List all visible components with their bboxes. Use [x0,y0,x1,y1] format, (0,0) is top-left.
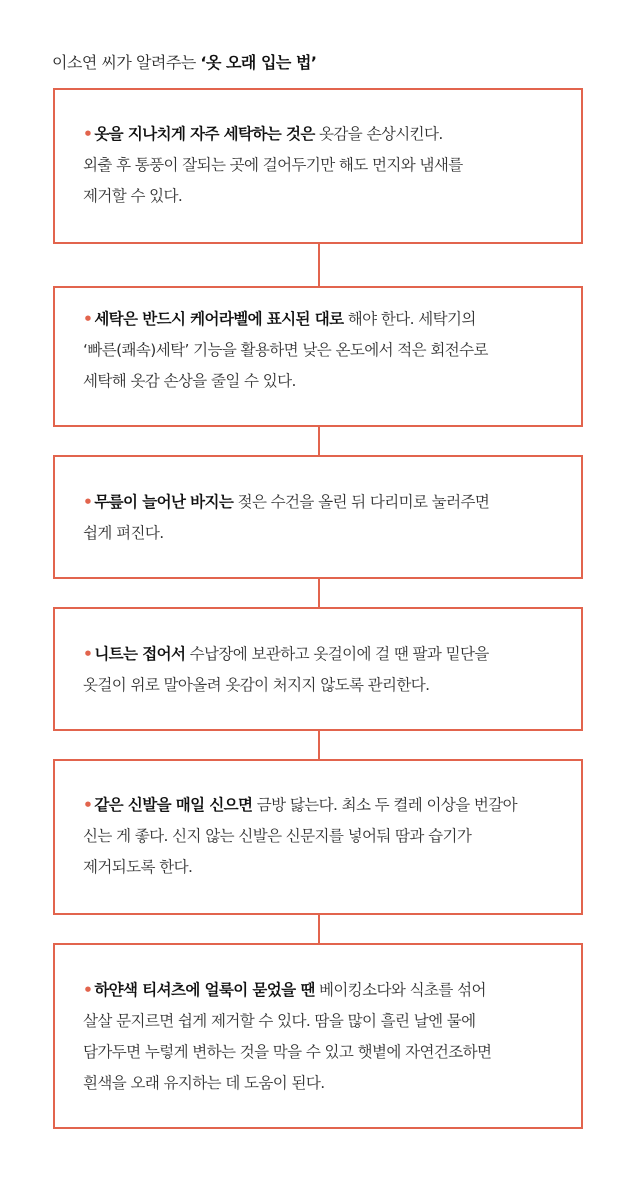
tip-highlight: 같은 신발을 매일 신으면 [94,796,253,814]
bullet-icon: • [83,493,93,511]
heading-prefix: 이소연 씨가 알려주는 [52,53,201,72]
tip-text [83,975,561,1099]
tip-rest: 베이킹소다와 식초를 섞어 [314,981,486,999]
connector-line [318,913,320,945]
connector-line [318,425,320,457]
tip-line: 세탁해 옷감 손상을 줄일 수 있다. [83,372,296,390]
tip-line: 제거할 수 있다. [83,187,183,205]
tip-rest: 수납장에 보관하고 옷걸이에 걸 땐 팔과 밑단을 [185,645,489,663]
tip-line: 쉽게 펴진다. [83,524,164,542]
tip-first-line [83,790,561,821]
tip-card-2 [53,286,583,427]
tip-text [83,639,561,701]
bullet-icon: • [83,125,93,143]
tip-text [83,487,561,549]
tip-text [83,119,561,212]
tip-rest: 젖은 수건을 올린 뒤 다리미로 눌러주면 [233,493,490,511]
tip-line: 제거되도록 한다. [83,858,193,876]
bullet-icon: • [83,645,93,663]
tip-card-3 [53,455,583,579]
tip-line: ‘빠른(쾌속)세탁’ 기능을 활용하면 낮은 온도에서 적은 회전수로 [83,341,488,359]
tip-card-5 [53,759,583,915]
tip-highlight: 니트는 접어서 [94,645,186,663]
tip-first-line [83,487,561,518]
tip-line: 담가두면 누렇게 변하는 것을 막을 수 있고 햇볕에 자연건조하면 [83,1043,492,1061]
tip-highlight: 무릎이 늘어난 바지는 [94,493,234,511]
tip-first-line [83,975,561,1006]
bullet-icon: • [83,310,93,328]
tip-line: 살살 문지르면 쉽게 제거할 수 있다. 땀을 많이 흘린 날엔 물에 [83,1012,476,1030]
tip-first-line [83,119,561,150]
bullet-icon: • [83,796,93,814]
tip-card-6 [53,943,583,1129]
tip-card-1 [53,88,583,244]
tip-line: 외출 후 통풍이 잘되는 곳에 걸어두기만 해도 먼지와 냄새를 [83,156,463,174]
tip-card-4 [53,607,583,731]
tip-highlight: 옷을 지나치게 자주 세탁하는 것은 [94,125,315,143]
tip-line: 신는 게 좋다. 신지 않는 신발은 신문지를 넣어둬 땀과 습기가 [83,827,472,845]
page-heading [52,52,316,74]
tip-first-line [83,304,561,335]
tip-highlight: 하얀색 티셔츠에 얼룩이 묻었을 땐 [94,981,315,999]
tip-text [83,304,561,397]
heading-title: ‘옷 오래 입는 법’ [200,53,317,72]
tip-rest: 해야 한다. 세탁기의 [343,310,476,328]
connector-line [318,577,320,609]
tip-rest: 금방 닳는다. 최소 두 켤레 이상을 번갈아 [252,796,518,814]
connector-line [318,729,320,761]
tip-rest: 옷감을 손상시킨다. [314,125,443,143]
bullet-icon: • [83,981,93,999]
tip-line: 옷걸이 위로 말아올려 옷감이 처지지 않도록 관리한다. [83,676,430,694]
connector-line [318,242,320,288]
tip-line: 흰색을 오래 유지하는 데 도움이 된다. [83,1074,325,1092]
tip-text [83,790,561,883]
tip-highlight: 세탁은 반드시 케어라벨에 표시된 대로 [94,310,344,328]
tip-first-line [83,639,561,670]
